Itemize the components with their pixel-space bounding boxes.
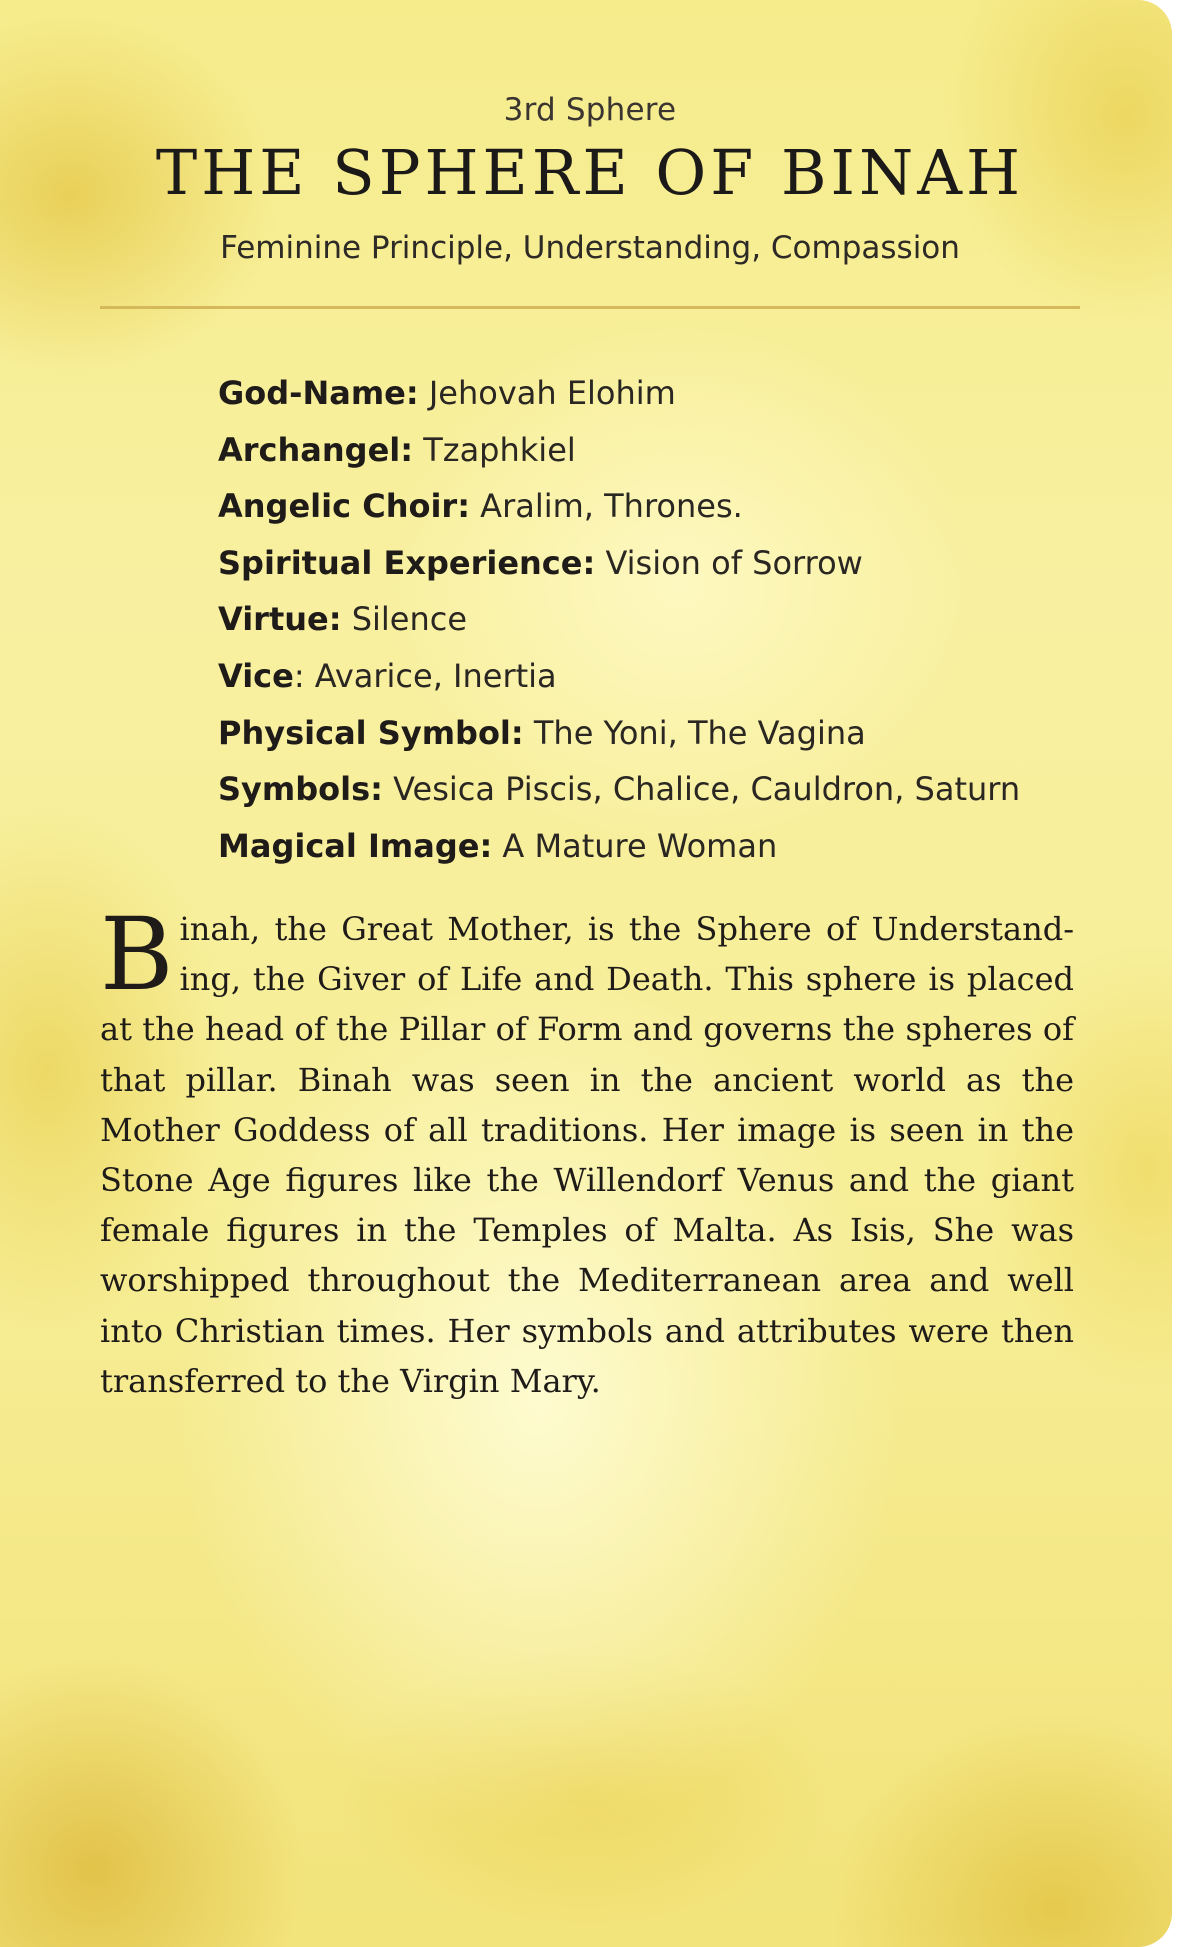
attribute-label: Angelic Choir: <box>218 487 470 526</box>
attribute-virtue <box>218 596 1098 653</box>
attribute-value: : Avarice, Inertia <box>293 656 557 695</box>
description-paragraph <box>100 896 1074 1406</box>
attribute-vice <box>218 653 1098 710</box>
card-title: THE SPHERE OF BINAH <box>155 136 1025 209</box>
attribute-value: The Yoni, The Vagina <box>523 713 866 752</box>
attribute-value: A Mature Woman <box>492 826 778 865</box>
attribute-symbols <box>218 766 1098 823</box>
attribute-physical-symbol <box>218 710 1098 767</box>
attribute-magical-image <box>218 823 1098 880</box>
attribute-value: Vesica Piscis, Chalice, Cauldron, Saturn <box>382 770 1021 809</box>
attribute-label: Symbols: <box>218 770 383 809</box>
drop-cap: B <box>100 896 174 1013</box>
attribute-archangel <box>218 427 1098 484</box>
attribute-god-name <box>218 370 1098 427</box>
attribute-label: God-Name: <box>218 374 419 412</box>
description-text: inah, the Great Mother, is the Sphere of Understand-ing, the Giver of Life and Death. This sphere is placed at the head of the Pillar of Form and governs the spheres of that pillar. Binah was seen in the ancient world as the Mother Goddess of all traditions. Her image is seen in the Stone Age figures like the Willendorf Venus and the giant female figures in the Temples of Malta. As Isis, She was worshipped throughout the Mediterranean area and well into Christian times. Her symbols and attributes were then transferred to the Virgin Mary. <box>100 910 1074 1400</box>
attribute-value: Aralim, Thrones. <box>470 487 743 526</box>
attribute-label: Magical Image: <box>218 826 493 865</box>
attribute-label: Vice <box>218 656 294 695</box>
attribute-spiritual-experience <box>218 540 1098 597</box>
attribute-label: Physical Symbol: <box>218 713 524 752</box>
attribute-value: Jehovah Elohim <box>418 374 676 412</box>
sphere-number: 3rd Sphere <box>503 92 677 128</box>
attribute-list <box>218 370 1098 879</box>
attribute-value: Tzaphkiel <box>413 430 576 469</box>
header-divider <box>100 306 1080 309</box>
attribute-value: Silence <box>341 600 468 639</box>
attribute-angelic-choir <box>218 483 1098 540</box>
attribute-label: Spiritual Experience: <box>218 543 596 582</box>
attribute-value: Vision of Sorrow <box>595 543 863 582</box>
card-subtitle: Feminine Principle, Understanding, Compassion <box>220 230 960 266</box>
attribute-label: Virtue: <box>218 600 342 639</box>
attribute-label: Archangel: <box>218 430 414 469</box>
